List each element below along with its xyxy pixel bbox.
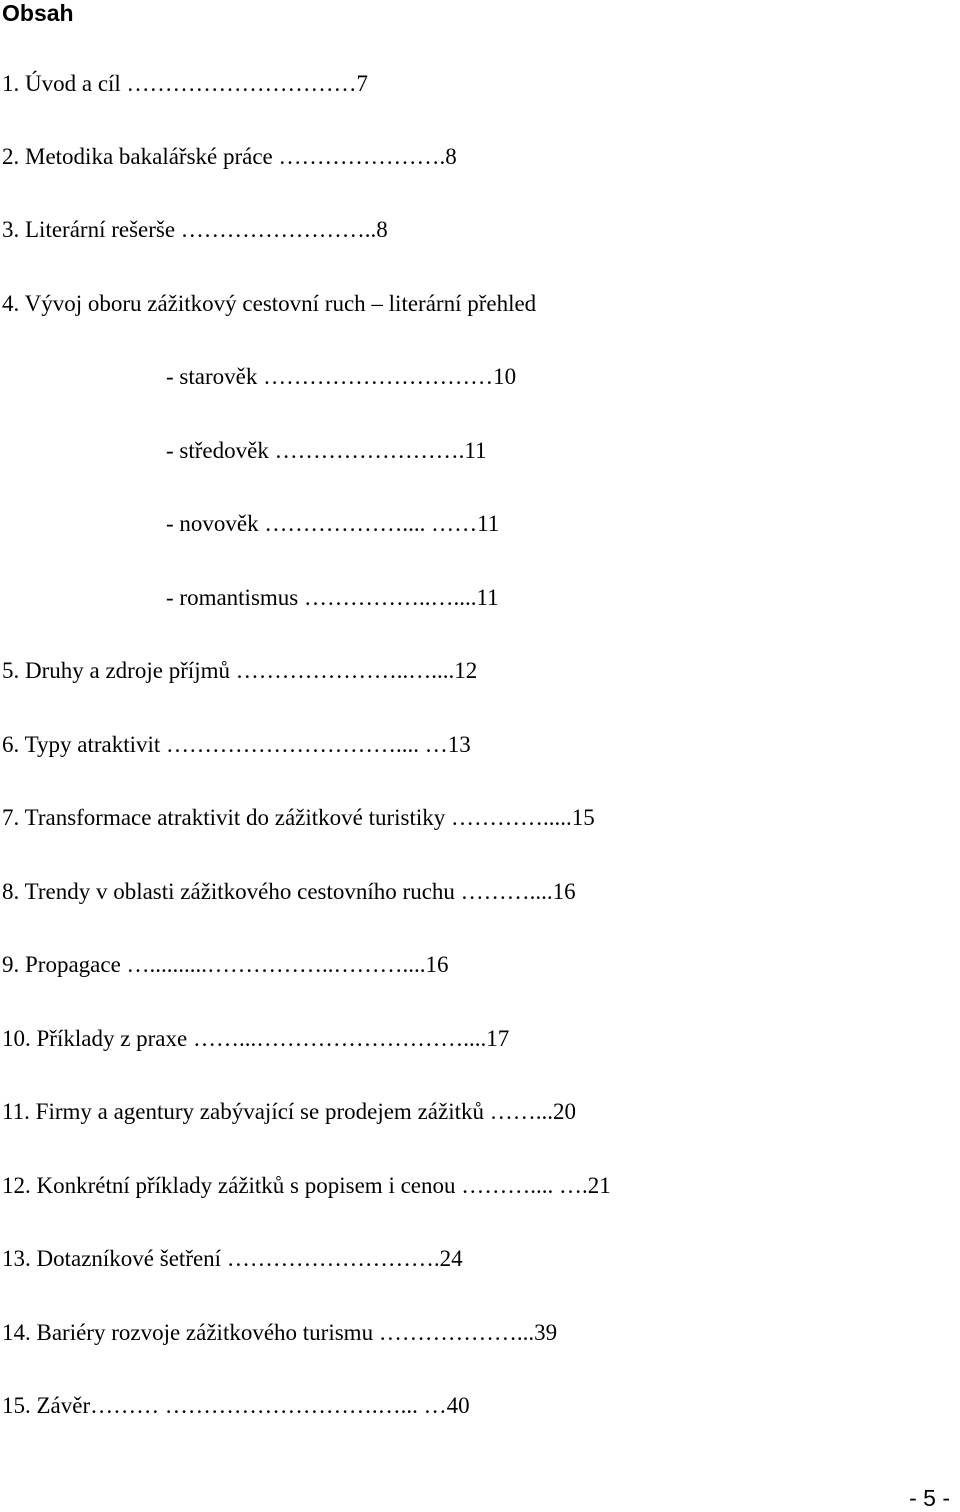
toc-item-methodology: 2. Metodika bakalářské práce ………………….8 [2,144,457,169]
toc-subitem-modern-age: - novověk ……………….... ……11 [166,511,500,536]
page-number: - 5 - [909,1485,950,1511]
toc-item-literature: 3. Literární rešerše ……………………..8 [2,217,388,242]
toc-item-concrete-examples: 12. Konkrétní příklady zážitků s popisem i cenou ……….... ….21 [2,1173,611,1198]
toc-item-conclusion: 15. Závěr……… ……………………….…... …40 [2,1393,470,1418]
toc-item-companies: 11. Firmy a agentury zabývající se prodejem zážitků ……...20 [2,1099,576,1124]
page-title: Obsah [2,0,74,26]
toc-item-barriers: 14. Bariéry rozvoje zážitkového turismu ………………...39 [2,1320,558,1345]
toc-item-promotion: 9. Propagace …..........……………..………....16 [2,952,449,977]
toc-item-intro: 1. Úvod a cíl …………………………7 [2,71,369,96]
toc-subitem-antiquity: - starověk …………………………10 [166,364,517,389]
toc-subitem-middle-ages: - středověk …………………….11 [166,438,487,463]
toc-item-development: 4. Vývoj oboru zážitkový cestovní ruch – literární přehled [2,291,537,316]
toc-subitem-romanticism: - romantismus ……………..…....11 [166,585,499,610]
toc-item-survey: 13. Dotazníkové šetření ……………………….24 [2,1246,463,1271]
toc-item-trends: 8. Trendy v oblasti zážitkového cestovního ruchu ………....16 [2,879,576,904]
toc-item-transformation: 7. Transformace atraktivit do zážitkové turistiky ………….....15 [2,805,595,830]
toc-item-attractions: 6. Typy atraktivit ………………………….... …13 [2,732,471,757]
toc-item-examples: 10. Příklady z praxe ……...………………………....17 [2,1026,510,1051]
toc-item-income: 5. Druhy a zdroje příjmů …………………..…....12 [2,658,478,683]
